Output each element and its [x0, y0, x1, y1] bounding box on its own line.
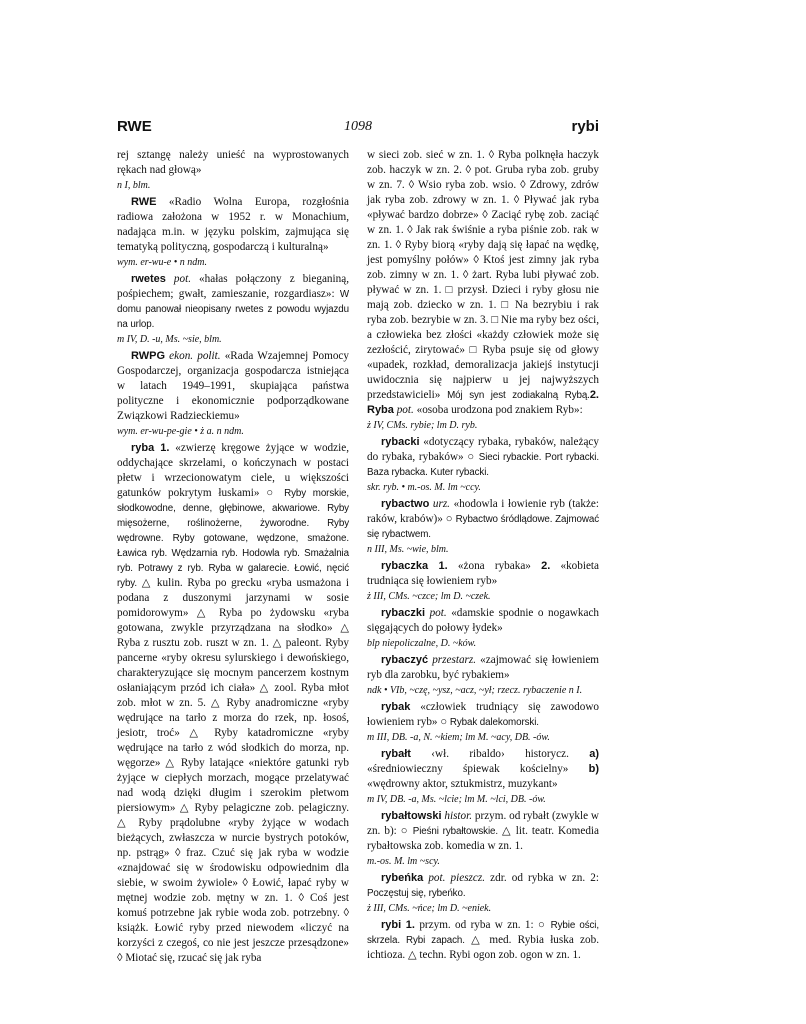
- dictionary-entry: [367, 871, 599, 901]
- grammar-info: blp niepoliczalne, D. ~ków.: [367, 638, 477, 649]
- definition-continued: «osoba urodzona pod znakiem Ryb»:: [413, 404, 583, 416]
- grammar-info: m IV, DB. -a, Ms. ~lcie; lm M. ~lci, DB. -ów.: [367, 794, 546, 805]
- grammar-info: skr. ryb. • m.-os. M. lm ~ccy.: [367, 482, 481, 493]
- headword: rybaczka 1.: [381, 560, 448, 572]
- dictionary-entry: [367, 497, 599, 542]
- headword: RWE: [131, 196, 157, 208]
- dictionary-entry: [367, 435, 599, 480]
- dictionary-entry: [367, 700, 599, 730]
- headword: RWPG: [131, 350, 166, 362]
- entry-continuation: [367, 148, 599, 418]
- dictionary-entry: [367, 809, 599, 854]
- dictionary-entry: [367, 559, 599, 589]
- usage-example: Mój syn jest zodiakalną Rybą.: [447, 390, 590, 401]
- definition: przym. od rybałt (zwykle w zn. b): ○: [367, 810, 599, 837]
- left-column: [117, 148, 349, 966]
- definition-continued: «kobieta trudniąca się łowieniem ryb»: [367, 560, 600, 587]
- grammar-info: m IV, D. -u, Ms. ~sie, blm.: [117, 334, 222, 345]
- right-column: [367, 148, 599, 963]
- definition-continued: «średniowieczny śpiewak kościelny»: [367, 763, 589, 775]
- headword: rybaczki: [381, 607, 426, 619]
- page-number: 1098: [344, 119, 372, 134]
- definition: «dotyczący rybaka, rybaków, należący do rybaka, rybaków» ○: [367, 436, 599, 463]
- headword: rybacki: [381, 436, 420, 448]
- grammar-info: ndk • VIb, ~czę, ~ysz, ~acz, ~ył; rzecz. rybaczenie n I.: [367, 685, 583, 696]
- definition: «hałas połączony z bieganiną, pośpiechem; gwałt, zamieszanie, rozgardiasz»:: [117, 273, 349, 300]
- definition: «damskie spodnie o nogawkach sięgających do połowy łydek»: [367, 607, 599, 634]
- definition-continued: △ med. Rybia łuska zob. ichtioza. △ techn. Rybi ogon zob. ogon w zn. 1.: [367, 934, 599, 961]
- usage-label: pot.: [393, 404, 414, 416]
- usage-example: Rybak dalekomorski.: [449, 717, 539, 728]
- grammar-info: ż III, CMs. ~ńce; lm D. ~eniek.: [367, 903, 492, 914]
- dictionary-entry: [117, 349, 349, 424]
- usage-label: histor.: [441, 810, 473, 822]
- definition-continued: △ lit. teatr. Komedia rybałtowska zob. komedia w zn. 1.: [367, 825, 599, 852]
- sense-number: 2. Ryba: [367, 389, 599, 416]
- headword: rybactwo: [381, 498, 430, 510]
- dictionary-entry: [367, 918, 599, 963]
- headword: rybałtowski: [381, 810, 442, 822]
- guide-word-left: RWE: [117, 118, 152, 135]
- definition: w sieci zob. sieć w zn. 1. ◊ Ryba polknęła haczyk zob. haczyk w zn. 2. ◊ pot. Gruba ryba zob. gruby w zn. 7. ◊ Wsio ryba zob. wsio. ◊ Zdrowy, zdrów jak ryba zob. zdrowy w zn. 1. ◊ Pływać jak ryba «pływać bardzo dobrze» ◊ Zaciąć rybę zob. zaciąć w zn. 1. ◊ Jak rak świśnie a ryba piśnie zob. rak w zn. 1. ◊ Ryby biorą «ryby dają się łapać na wędkę, jest pomyślny połów» ◊ Ktoś jest zimny jak ryba zob. zimny w zn. 1. ◊ żart. Ryba lubi pływać zob. pływać w zn. 1. □ przysł. Dzieci i ryby głosu nie mają zob. dziecko w zn. 1. □ Na bezrybiu i rak ryba zob. bezrybie w zn. 3. □ Nie ma ryby bez ości, a człowieka bez złości «każdy człowiek może się zezłościć, zirytować» □ Ryba psuje się od głowy «upadek, rozkład, demoralizacja jakiejś instytucji uwidocznia się najpierw u jej najwyższych przedstawicieli»: [367, 149, 599, 401]
- definition-continued: «wędrowny aktor, sztukmistrz, muzykant»: [367, 778, 558, 790]
- usage-example: Poczęstuj się, rybeńko.: [367, 888, 466, 899]
- definition: ‹wł. ribaldo› historycz.: [410, 748, 590, 760]
- usage-label: pot. pieszcz.: [423, 872, 486, 884]
- grammar-info: ż III, CMs. ~czce; lm D. ~czek.: [367, 591, 491, 602]
- headword: rwetes: [131, 273, 166, 285]
- headword: rybi 1.: [381, 919, 415, 931]
- headword: ryba 1.: [131, 442, 170, 454]
- definition: «człowiek trudniący się zawodowo łowieniem ryb» ○: [367, 701, 599, 728]
- definition: rej sztangę należy unieść na wyprostowanych rękach nad głową»: [117, 149, 349, 176]
- usage-example: Ryby morskie, słodkowodne, denne, głębinowe, akwariowe. Ryby mięsożerne, roślinożerne, żyworodne. Ryby wędrowne. Ryby gotowane, wędzone, smażone. Ławica ryb. Wędzarnia ryb. Hodowla ryb. Smażalnia ryb. Potrawy z ryb. Ryba w galarecie. Łowić, nęcić ryby.: [117, 488, 349, 589]
- dictionary-entry: [117, 272, 349, 332]
- definition: «Rada Wzajemnej Pomocy Gospodarczej, organizacja gospodarcza istniejąca w latach 1949–1991, skupiająca państwa polityczne i ekonomicznie podporządkowane Związkowi Radzieckiemu»: [117, 350, 349, 422]
- dictionary-entry: [367, 653, 599, 683]
- guide-word-right: rybi: [571, 118, 599, 135]
- usage-label: pot.: [165, 273, 191, 285]
- sense-number: b): [588, 763, 599, 775]
- definition: «żona rybaka»: [447, 560, 542, 572]
- usage-example: W domu panował nieopisany rwetes z powodu wyjazdu na urlop.: [117, 289, 349, 330]
- dictionary-entry: [117, 441, 349, 966]
- usage-example: Rybactwo śródlądowe. Zajmować się rybactwem.: [367, 514, 600, 540]
- dictionary-entry: [367, 606, 599, 636]
- sense-number: 2.: [541, 560, 551, 572]
- grammar-info: m.-os. M. lm ~scy.: [367, 856, 440, 867]
- definition-continued: △ kulin. Ryba po grecku «ryba usmażona i podana z duszonymi jarzynami w sosie pomidorowym» △ Ryba po żydowsku «ryba gotowana, zwykle przyrządzana na słodko» △ Ryba z rusztu zob. ruszt w zn. 1. △ paleont. Ryby pancerne «ryby okresu sylurskiego i dewońskiego, charakteryzujące się mocnym pancerzem kostnym osłaniającym przód ich ciała» △ zool. Ryba młot zob. młot w zn. 5. △ Ryby anadromiczne «ryby wędrujące na tarło z morza do rzek, np. łosoś, jesiotr, troć» △ Ryby katadromiczne «ryby wędrujące na tarło z wód słodkich do morza, np. węgorze» △ Ryby latające «niektóre gatunki ryb żyjące w ciepłych morzach, mogące przelatywać nad wodą dzięki długim i szerokim płetwom piersiowym» △ Ryby pelagiczne zob. pelagiczny. △ Ryby prądolubne «ryby żyjące w wodach bieżących, zwłaszcza w nurcie bystrych potoków, np. pstrąg» ◊ fraz. Czuć się jak ryba w wodzie «znajdować się w środowisku odpowiednim dla siebie, w swoim żywiole» ◊ Łowić, łapać ryby w mętnej wodzie zob. mętny w zn. 1. ◊ Coś jest komuś potrzebne jak rybie woda zob. potrzebny. ◊ książk. Łowić ryby przed niewodem «liczyć na korzyści z czegoś, co nie jest jeszcze przesądzone» ◊ Miotać się, rzucać się jak ryba: [117, 577, 349, 964]
- definition: «zajmować się łowieniem ryb dla zarobku, być rybakiem»: [367, 654, 600, 681]
- page-header: [117, 118, 599, 140]
- usage-example: Rybie ości, skrzela. Rybi zapach.: [367, 920, 600, 946]
- grammar-info: n III, Ms. ~wie, blm.: [367, 544, 449, 555]
- grammar-info: ż IV, CMs. rybie; lm D. ryb.: [367, 420, 478, 431]
- usage-label: urz.: [429, 498, 450, 510]
- headword: rybaczyć: [381, 654, 429, 666]
- definition: «zwierzę kręgowe żyjące w wodzie, oddychające skrzelami, o kończynach w postaci płetw i wrzecionowatym ciele, u większości gatunków pokrytym łuskami» ○: [117, 442, 349, 499]
- usage-label: pot.: [425, 607, 447, 619]
- definition: zdr. od rybka w zn. 2:: [485, 872, 599, 884]
- dictionary-entry: [367, 747, 599, 792]
- entry-continuation: [117, 148, 349, 178]
- usage-example: Pieśni rybałtowskie.: [412, 826, 498, 837]
- definition: «hodowla i łowienie ryb (także: raków, krabów)» ○: [367, 498, 599, 525]
- grammar-info: n I, blm.: [117, 180, 151, 191]
- sense-number: a): [589, 748, 599, 760]
- grammar-info: m III, DB. -a, N. ~kiem; lm M. ~acy, DB. -ów.: [367, 732, 550, 743]
- headword: rybeńka: [381, 872, 424, 884]
- headword: rybak: [381, 701, 411, 713]
- grammar-info: wym. er-wu-pe-gie • ż a. n ndm.: [117, 426, 244, 437]
- grammar-info: wym. er-wu-e • n ndm.: [117, 257, 207, 268]
- headword: rybałt: [381, 748, 411, 760]
- definition: przym. od ryba w zn. 1: ○: [414, 919, 551, 931]
- definition: «Radio Wolna Europa, rozgłośnia radiowa założona w 1952 r. w Monachium, nadająca m.in. w języku polskim, zajmująca się tematyką polityczną, gospodarczą i kulturalną»: [117, 196, 349, 253]
- usage-example: Sieci rybackie. Port rybacki. Baza rybacka. Kuter rybacki.: [367, 452, 599, 478]
- usage-label: przestarz.: [428, 654, 477, 666]
- usage-label: ekon. polit.: [165, 350, 221, 362]
- dictionary-entry: [117, 195, 349, 255]
